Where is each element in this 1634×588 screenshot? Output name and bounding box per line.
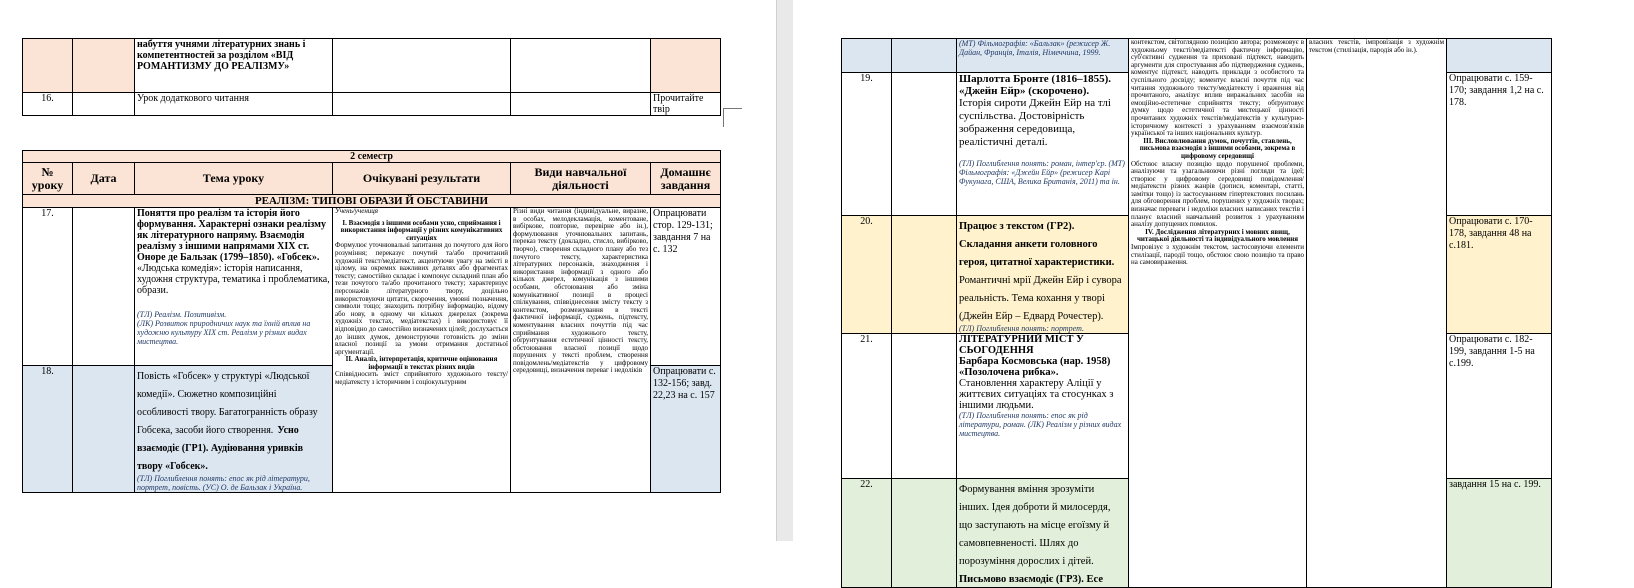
- page-corner-mark: [723, 108, 742, 127]
- homework: Опрацювати с. 170-178, завдання 48 на с.181.: [1447, 216, 1552, 334]
- header-num: № уроку: [23, 163, 73, 195]
- lesson-number: 21.: [842, 334, 892, 479]
- date-cell: [892, 334, 957, 479]
- cell: [651, 39, 721, 93]
- results-heading-3: III. Висловлювання думок, почуттів, ставлень, письмова взаємодія з іншими особами, зокрема в цифровому середовищі: [1139, 136, 1296, 160]
- lesson-theme: [957, 479, 1129, 588]
- theme-plain: Повість «Гобсек» у структурі «Людської комедії». Сюжетно композиційні особливості твору. Багатогранність образу Гобсека, засоби його створення.: [137, 371, 318, 436]
- results-text-3: Обстоює власну позицію щодо порушеної проблеми, аналізуючи та узагальнюючи різні погляди та ідеї; створює у цифровому середовищі повідомлення/медіатексти різних жанрів (дописи, коментарі, статті, замітки тощо) із застосуванням гіпертекстових посилань для обговорення проблем, порушених у художніх творах; визначає переваги і недоліки власних написаних текстів і планує власний навчальний розвиток з урахуванням аналізу допущених помилок.: [1131, 159, 1304, 229]
- header-activity: Види навчальної діяльності: [511, 163, 651, 195]
- results-heading-1: I. Взаємодія з іншими особами усно, сприймання і використання інформації у різних комунікативних ситуаціях: [340, 218, 503, 242]
- theme-bold: Поняття про реалізм та історія його формування. Характерні ознаки реалізму як літературного напряму. Взаємодія реалізму з іншими напрямами XIX ст. Оноре де Бальзак (1799–1850). «Гобсек».: [137, 208, 326, 263]
- lesson-number: 16.: [23, 93, 73, 116]
- homework: Опрацювати с. 182-199, завдання 1-5 на с.199.: [1447, 334, 1552, 479]
- lesson-theme: Урок додаткового читання: [135, 93, 333, 116]
- theory-note: (ТЛ) Поглиблення понять: епос як рід літератури, портрет, повість. (УС) О. де Бальзак і Україна.: [137, 474, 310, 492]
- cell: [73, 39, 135, 93]
- lesson-number: 22.: [842, 479, 892, 588]
- theme-bold: Шарлотта Бронте (1816–1855). «Джейн Ейр» (скорочено).: [959, 73, 1111, 97]
- learning-activities: Різні види читання (індивідуальне, виразне, в особах, мелодекламація, коментоване, вибіркове, повторне, перевірне або ін.), формулювання уточнювальних запитань, переказ тексту (докладно, стисло, вибірково, творчо), створення складного плану або тез почутого тексту, характеристика літературних персонажів, знаходження і використання інформації з одного або кількох джерел, комунікація з іншими особами, обстоювання або зміна комунікативної позиції в процесі спілкування, співвіднесення змісту тексту з контекстом, розмежування в тексті фактичної інформації, суджень, підтексту, коментування власних почуттів під час сприймання художнього тексту, обґрунтування естетичної цінності тексту, обстоювання власної позиції щодо порушених у тексті проблем, створення повідомлень/медіатекстів у цифровому середовищі, визначення переваг і недоліків: [511, 208, 651, 493]
- semester-header: 2 семестр: [23, 151, 721, 163]
- theme-plain: Історія сироти Джейн Ейр на тлі суспільства. Достовірність зображення середовища, реалістичні деталі.: [959, 97, 1111, 148]
- cell: [1447, 39, 1552, 73]
- right-table: [841, 38, 1552, 588]
- page-gutter: [776, 0, 794, 541]
- homework: Прочитайте твір: [651, 93, 721, 116]
- left-page: [0, 0, 776, 541]
- theme-bold: Барбара Космовська (нар. 1958) «Позолочена рибка».: [959, 356, 1111, 378]
- cell: [511, 39, 651, 93]
- theme-plain: Становлення характеру Аліції у життєвих ситуаціях та стосунках з іншими людьми.: [959, 378, 1114, 411]
- date-cell: [892, 216, 957, 334]
- theme-bold: Усно взаємодіє (ГР1). Аудіювання уривків твору «Гобсек».: [137, 425, 303, 472]
- lesson-theme: [957, 334, 1129, 479]
- expected-results: [1129, 39, 1307, 588]
- theory-note: (ТЛ) Поглиблення понять: епос як рід літератури, роман. (ЛК) Реалізм у різних видах мистецтва.: [959, 411, 1122, 438]
- right-page: [793, 0, 1634, 585]
- cell: [511, 93, 651, 116]
- results-text-1: Формулює уточнювальні запитання до почутого для його розуміння; переказує почутий та/або прочитаний художній текст/медіатекст, акцентуючи увагу на змісті в цілому, на окремих важливих деталях або фрагментах тексту; самостійно складає і компонує складний план або тези почутого та/або прочитаного тексту; характеризує персонажів літературного твору, доцільно використовуючи цитати, скорочення, умовні позначення, символи тощо; знаходить потрібну інформацію, відому або нову, в одному чи кількох джерелах (зокрема художніх текстах, медіатекстах) і використовує її відповідно до самостійно визначених цілей; дослухається до інших думок, демонструючи готовність до зміни власної позиції за умови отримання достатньої аргументації.: [335, 241, 508, 356]
- date-cell: [892, 73, 957, 216]
- date-cell: [73, 366, 135, 493]
- lesson-number: 17.: [23, 208, 73, 366]
- film-note: (МТ) Фільмографія: «Бальзак» (режисер Ж. Дайан, Франція, Італія, Німеччина, 1999.: [959, 39, 1111, 57]
- theme-plain: Романтичні мрії Джейн Ейр і сувора реальність. Тема кохання у творі (Джейн Ейр – Едвард Рочестер).: [959, 275, 1122, 322]
- lesson-theme: [957, 73, 1129, 216]
- lesson-number: 18.: [23, 366, 73, 493]
- lesson-theme: [957, 39, 1129, 73]
- theory-note: (ТЛ) Поглиблення понять: портрет.: [959, 324, 1084, 333]
- homework: Опрацювати с. 132-156; завд. 22,23 на с. 157: [651, 366, 721, 493]
- semester-table: [22, 150, 721, 493]
- date-cell: [73, 208, 135, 366]
- theme-bold: Письмово взаємодіє (ГР3). Есе: [959, 574, 1103, 585]
- cell: [333, 93, 511, 116]
- learning-activities: власних текстів, імпровізація з художнім текстом (стилізація, пародія або ін.).: [1307, 39, 1447, 588]
- results-text: контекстом, світоглядною позицією автора; розмежовує в художньому тексті/медіатексті фактичну інформацію, суб'єктивні судження та приховані підтекст, наводить аргументи для спростування або підтвердження суджень, коментує підтекст, наводить приклади з особистого та суспільного досвіду; коментує власні почуття під час читання художнього тексту/медіатексту і враження від прочитаного, аналізує вплив виражальних засобів на емоційно-естетичне сприйняття тексту; обґрунтовує думку щодо естетичної та мистецької цінності прочитаних художніх текстів/медіатекстів у культурно-історичному контексті з урахуванням взаємозв'язків української та інших національних культур.: [1131, 38, 1304, 138]
- cell: [23, 39, 73, 93]
- section-title: РЕАЛІЗМ: ТИПОВІ ОБРАЗИ Й ОБСТАВИНИ: [23, 195, 721, 208]
- theme-plain: «Людська комедія»: історія написання, художня структура, тематика і проблематика, образи.: [137, 263, 330, 296]
- cell: [333, 39, 511, 93]
- theme-bold: Працює з текстом (ГР2). Складання анкети головного героя, цитатної характеристики.: [959, 221, 1115, 268]
- theme-plain: Формування вміння зрозуміти інших. Ідея доброти й милосердя, що заступають на місце егоїзму й самовпевненості. Шлях до порозуміння дорослих і дітей.: [959, 484, 1111, 567]
- results-subject: Учень/учениця: [335, 207, 379, 215]
- lesson-theme: [135, 366, 333, 493]
- lesson-theme: [135, 208, 333, 366]
- theory-note: (ТЛ) Реалізм. Позитивізм.: [137, 310, 227, 319]
- left-top-table: [22, 38, 721, 116]
- results-text-2: Співвідносить зміст сприйнятого художнього тексту/медіатексту з історичним і соціокультурним: [335, 370, 508, 387]
- date-cell: [892, 479, 957, 588]
- header-theme: Тема уроку: [135, 163, 333, 195]
- theory-note: (ТЛ) Поглиблення понять: роман, інтер'єр. (МТ) Фільмографія: «Джейн Ейр» (режисер Карі Фукунага, США, Велика Британія, 2011) та ін.: [959, 159, 1125, 186]
- header-results: Очікувані результати: [333, 163, 511, 195]
- date-cell: [73, 93, 135, 116]
- results-text-4: Імпровізує з художнім текстом, застосовуючи елементи стилізації, пародії тощо, обстоює свою позицію та право на самовираження.: [1131, 243, 1304, 267]
- culture-note: (ЛК) Розвиток природничих наук та їхній вплив на художню культуру XIX ст. Реалізм у різних видах мистецтва.: [137, 319, 311, 346]
- expected-results: [333, 208, 511, 493]
- theme-caps: ЛІТЕРАТУРНИЙ МІСТ У СЬОГОДЕННЯ: [959, 334, 1084, 356]
- cell: [892, 39, 957, 73]
- homework: завдання 15 на с. 199.: [1447, 479, 1552, 588]
- results-heading-2: II. Аналіз, інтерпретація, критичне оцінювання інформації в текстах різних видів: [345, 355, 498, 371]
- header-homework: Домашнє завдання: [651, 163, 721, 195]
- homework: Опрацювати с. 159-170; завдання 1,2 на с. 178.: [1447, 73, 1552, 216]
- header-date: Дата: [73, 163, 135, 195]
- homework: Опрацювати стор. 129-131; завдання 7 на с. 132: [651, 208, 721, 366]
- cell: [842, 39, 892, 73]
- lesson-number: 19.: [842, 73, 892, 216]
- lesson-number: 20.: [842, 216, 892, 334]
- partial-theme: набуття учнями літературних знань і компетентностей за розділом «ВІД РОМАНТИЗМУ ДО РЕАЛІЗМУ»: [135, 39, 333, 93]
- lesson-theme: [957, 216, 1129, 334]
- results-heading-4: IV. Дослідження літературних і мовних явищ, читацької діяльності та індивідуального мовлення: [1136, 227, 1299, 244]
